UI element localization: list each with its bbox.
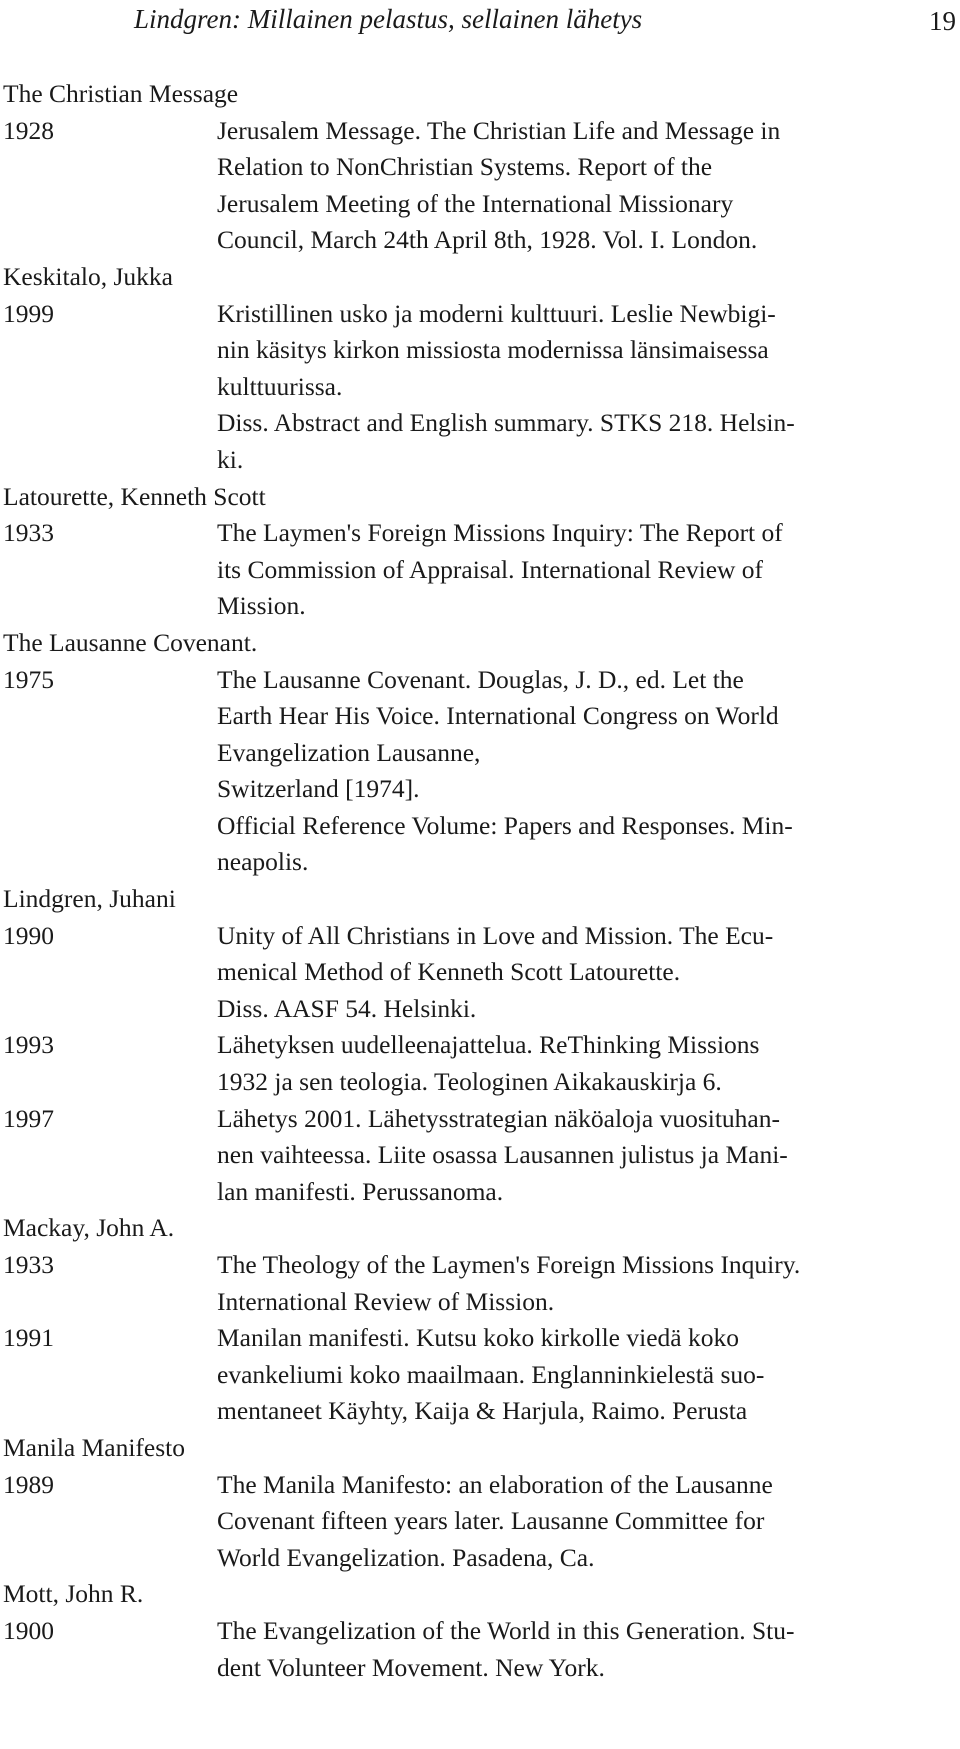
running-header-title: Lindgren: Millainen pelastus, sellainen lähetys (134, 4, 643, 34)
entry-year: 1928 (3, 115, 54, 145)
entry-year: 1975 (3, 664, 54, 694)
entry-work (217, 296, 960, 479)
entry-work-line: mentaneet Käyhty, Kaija & Harjula, Raimo. Perusta (217, 1396, 748, 1426)
entry-work-line: Jerusalem Message. The Christian Life and Message in (217, 115, 781, 145)
bibliography-entry (0, 662, 960, 882)
entry-work-line: nen vaihteessa. Liite osassa Lausannen julistus ja Mani- (217, 1140, 788, 1170)
bibliography-author: Lindgren, Juhani (3, 884, 176, 914)
entry-work-line: Kristillinen usko ja moderni kulttuuri. Leslie Newbigi- (217, 298, 776, 328)
entry-work-line: Unity of All Christians in Love and Mission. The Ecu- (217, 920, 774, 950)
bibliography-entry (0, 918, 960, 1028)
entry-year: 1990 (3, 920, 54, 950)
bibliography-author: Latourette, Kenneth Scott (3, 481, 266, 511)
entry-work (217, 1247, 960, 1320)
entry-year: 1997 (3, 1103, 54, 1133)
entry-year: 1999 (3, 298, 54, 328)
entry-work-line: The Lausanne Covenant. Douglas, J. D., ed. Let the (217, 664, 744, 694)
entry-work (217, 1027, 960, 1100)
entry-work-line: Council, March 24th April 8th, 1928. Vol. I. London. (217, 225, 758, 255)
entry-work-line: Relation to NonChristian Systems. Report of the (217, 152, 713, 182)
entry-work-line: dent Volunteer Movement. New York. (217, 1652, 605, 1682)
entry-year: 1933 (3, 1250, 54, 1279)
entry-work-line: Evangelization Lausanne, (217, 737, 481, 767)
bibliography-entry (0, 1320, 960, 1430)
bibliography-entry (0, 113, 960, 259)
bibliography-entry (0, 1467, 960, 1577)
entry-work-line: World Evangelization. Pasadena, Ca. (217, 1542, 595, 1572)
entry-work-line: 1932 ja sen teologia. Teologinen Aikakauskirja 6. (217, 1067, 722, 1097)
entry-year: 1989 (3, 1469, 54, 1499)
entry-work-line: Mission. (217, 591, 306, 621)
entry-work-line: menical Method of Kenneth Scott Latourette. (217, 957, 681, 987)
entry-work-line: Manilan manifesti. Kutsu koko kirkolle viedä koko (217, 1323, 739, 1353)
entry-work-line: Jerusalem Meeting of the International Missionary (217, 188, 734, 218)
entry-work-line: kulttuurissa. (217, 371, 343, 401)
entry-work-line: lan manifesti. Perussanoma. (217, 1176, 504, 1206)
entry-work-line: The Evangelization of the World in this Generation. Stu- (217, 1615, 795, 1645)
entry-work-line: neapolis. (217, 847, 309, 877)
bibliography-author: Manila Manifesto (3, 1432, 185, 1462)
entry-work-line: Covenant fifteen years later. Lausanne Committee for (217, 1506, 765, 1536)
entry-work-line: International Review of Mission. (217, 1286, 555, 1316)
entry-work-line: evankeliumi koko maailmaan. Englanninkielestä suo- (217, 1359, 765, 1389)
entry-work-line: The Laymen's Foreign Missions Inquiry: The Report of (217, 518, 783, 548)
bibliography-entry (0, 515, 960, 625)
bibliography-entry (0, 1247, 960, 1320)
entry-work (217, 1101, 960, 1211)
entry-year: 1933 (3, 518, 54, 548)
entry-work (217, 1467, 960, 1577)
bibliography-list (0, 76, 960, 1686)
bibliography-author: The Christian Message (3, 79, 239, 108)
entry-work-line: Lähetyksen uudelleenajattelua. ReThinking Missions (217, 1030, 760, 1060)
entry-work-line: The Theology of the Laymen's Foreign Missions Inquiry. (217, 1250, 801, 1279)
entry-work-line: Lähetys 2001. Lähetysstrategian näköaloja vuosituhan- (217, 1103, 780, 1133)
entry-work (217, 918, 960, 1028)
bibliography-entry (0, 1101, 960, 1211)
bibliography-author: The Lausanne Covenant. (3, 627, 258, 657)
entry-work-line: Official Reference Volume: Papers and Responses. Min- (217, 810, 793, 840)
entry-work-line: Earth Hear His Voice. International Congress on World (217, 701, 779, 731)
entry-work-line: its Commission of Appraisal. International Review of (217, 554, 764, 584)
entry-work-line: ki. (217, 444, 244, 474)
entry-work-line: The Manila Manifesto: an elaboration of the Lausanne (217, 1469, 773, 1499)
entry-work (217, 515, 960, 625)
entry-year: 1991 (3, 1323, 54, 1353)
entry-work-line: nin käsitys kirkon missiosta modernissa länsimaisessa (217, 335, 769, 365)
entry-work-line: Diss. Abstract and English summary. STKS 218. Helsin- (217, 408, 795, 438)
bibliography-entry (0, 296, 960, 479)
bibliography-author: Mott, John R. (3, 1579, 144, 1609)
bibliography-entry (0, 1613, 960, 1686)
entry-year: 1900 (3, 1615, 54, 1645)
page-number: 19 (929, 6, 956, 36)
entry-work (217, 662, 960, 882)
entry-work (217, 113, 960, 259)
entry-work-line: Switzerland [1974]. (217, 774, 420, 804)
entry-work (217, 1613, 960, 1686)
bibliography-author: Mackay, John A. (3, 1213, 175, 1243)
bibliography-entry (0, 1027, 960, 1100)
entry-work-line: Diss. AASF 54. Helsinki. (217, 993, 477, 1023)
entry-year: 1993 (3, 1030, 54, 1060)
entry-work (217, 1320, 960, 1430)
running-header (0, 0, 960, 40)
bibliography-author: Keskitalo, Jukka (3, 261, 173, 291)
